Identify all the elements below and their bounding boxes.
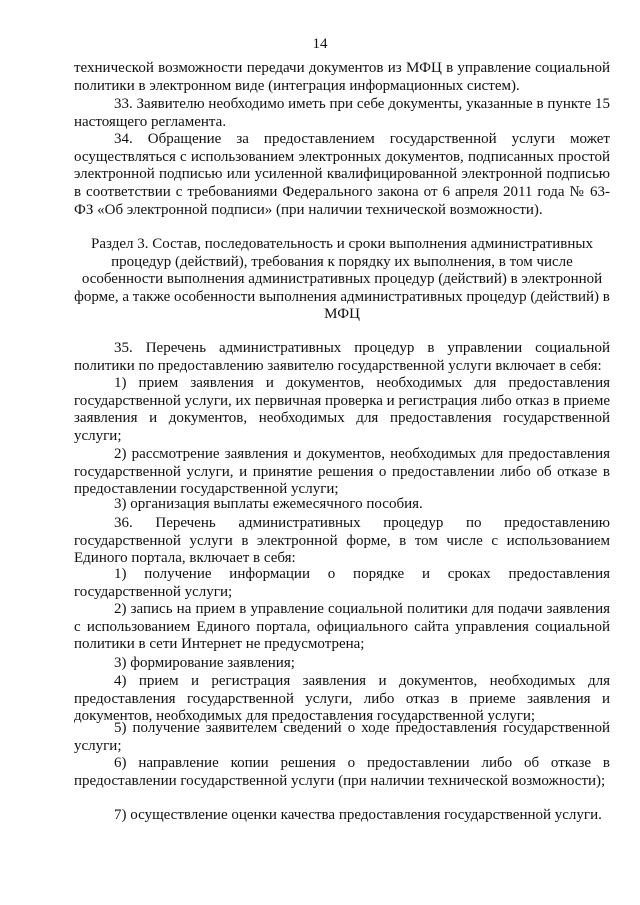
- list-item-36-6: 6) направление копии решения о предоставлении либо об отказе в предоставлении государственной услуги (при наличии технической возможности);: [74, 755, 610, 789]
- list-item-35-1: 1) прием заявления и документов, необходимых для предоставления государственной услуги, их первичная проверка и регистрация либо отказ в приеме заявления и документов, необходимых для предоставления государственной услуги;: [74, 375, 610, 445]
- paragraph-33: 33. Заявителю необходимо иметь при себе документы, указанные в пункте 15 настоящего регламента.: [74, 96, 610, 130]
- list-item-36-7: 7) осуществление оценки качества предоставления государственной услуги.: [114, 807, 602, 823]
- list-item-35-3: 3) организация выплаты ежемесячного пособия.: [114, 496, 423, 512]
- paragraph-35: 35. Перечень административных процедур в управлении социальной политики по предоставлению заявителю государственной услуги включает в себя:: [74, 340, 610, 374]
- paragraph-34: 34. Обращение за предоставлением государственной услуги может осуществляться с использованием электронных документов, подписанных простой электронной подписью или усиленной квалифицированной электронной подписью в соответствии с требованиями Федерального закона от 6 апреля 2011 года № 63-ФЗ «Об электронной подписи» (при наличии технической возможности).: [74, 131, 610, 218]
- list-item-36-2: 2) запись на прием в управление социальной политики для подачи заявления с использованием Единого портала, официального сайта управления социальной политики в сети Интернет не предусмотрена;: [74, 601, 610, 653]
- list-item-35-2: 2) рассмотрение заявления и документов, необходимых для предоставления государственной услуги, и принятие решения о предоставлении либо об отказе в предоставлении государственной услуги;: [74, 446, 610, 498]
- paragraph-32-continuation: технической возможности передачи документов из МФЦ в управление социальной политики в электронном виде (интеграция информационных систем).: [74, 60, 610, 94]
- list-item-36-5: 5) получение заявителем сведений о ходе предоставления государственной услуги;: [74, 720, 610, 754]
- list-item-36-1: 1) получение информации о порядке и сроках предоставления государственной услуги;: [74, 566, 610, 600]
- list-item-36-4: 4) прием и регистрация заявления и документов, необходимых для предоставления государственной услуги, либо отказ в приеме заявления и документов, необходимых для предоставления государственной услуги;: [74, 673, 610, 725]
- paragraph-36: 36. Перечень административных процедур по предоставлению государственной услуги в электронной форме, в том числе с использованием Единого портала, включает в себя:: [74, 515, 610, 567]
- page-number: 14: [312, 36, 328, 52]
- section-heading: Раздел 3. Состав, последовательность и сроки выполнения административных процедур (действий), требования к порядку их выполнения, в том числе особенности выполнения административных процедур (действий) в электронной форме, а также особенности выполнения административных процедур (действий) в МФЦ: [74, 236, 610, 323]
- list-item-36-3: 3) формирование заявления;: [114, 655, 295, 671]
